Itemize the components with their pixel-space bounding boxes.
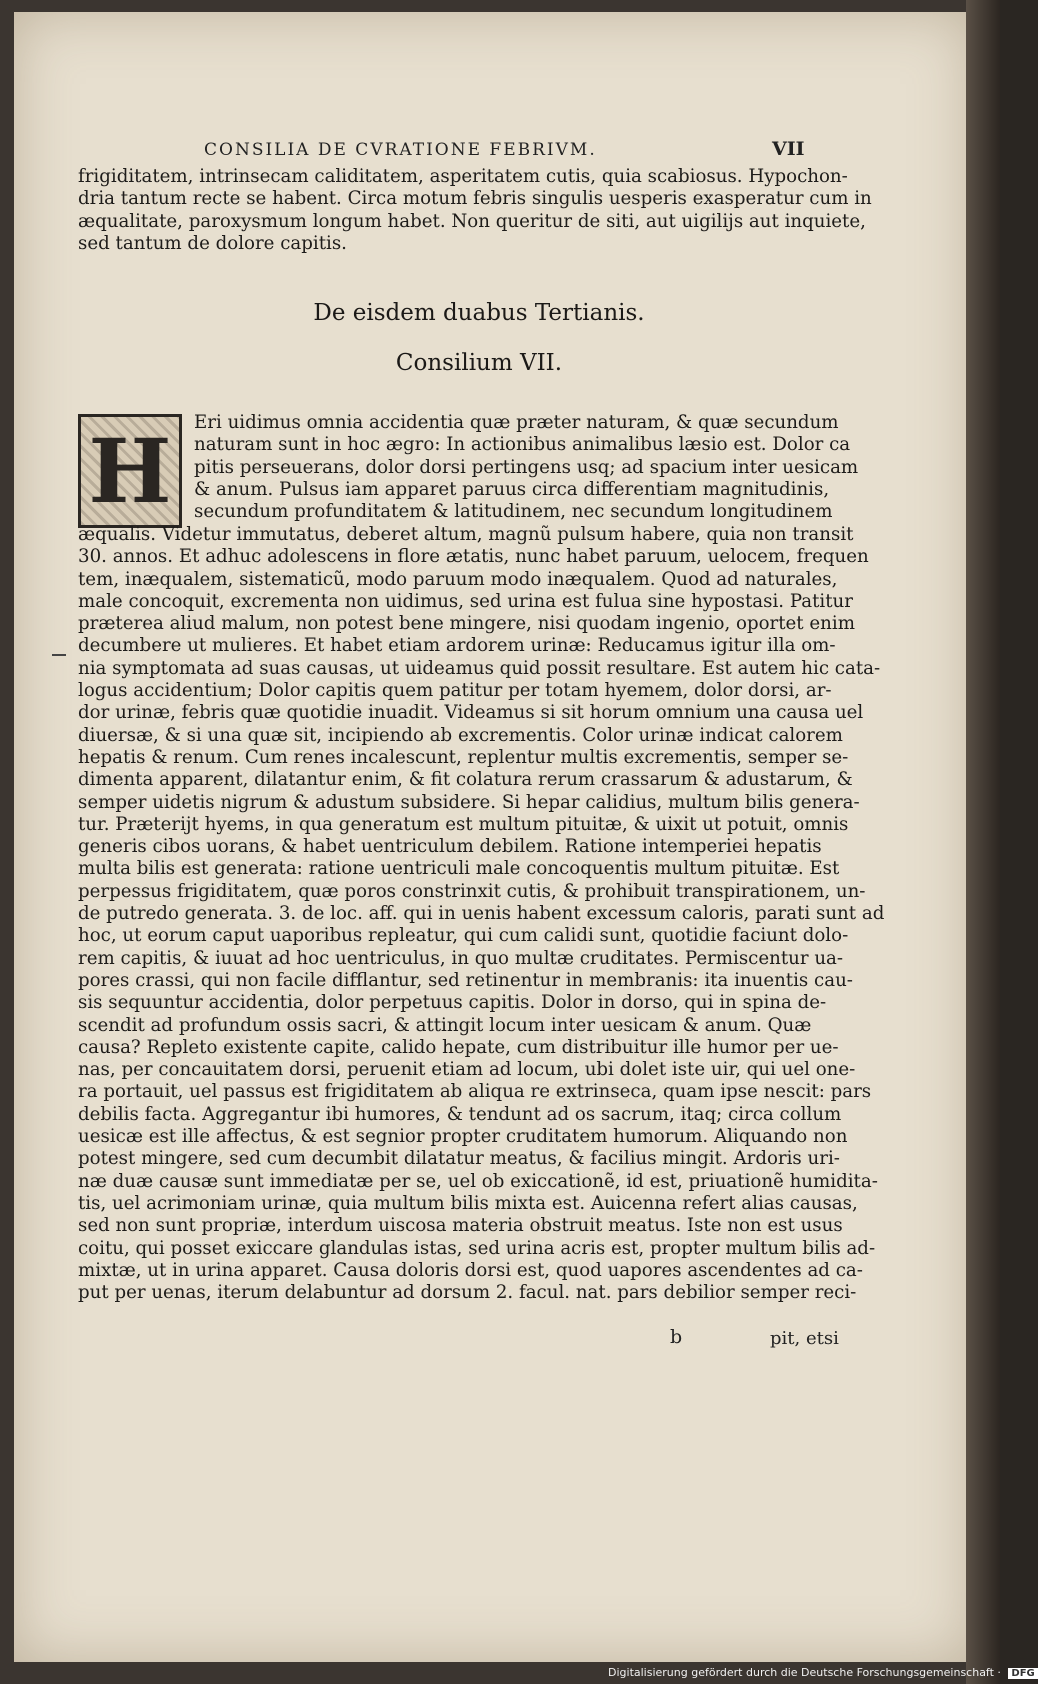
decorated-initial: H (78, 414, 182, 528)
text-line: 30. annos. Et adhuc adolescens in flore ætatis, nunc habet paruum, uelocem, frequen (78, 546, 869, 568)
catchword: pit, etsi (770, 1328, 839, 1349)
body-text (78, 524, 885, 1304)
text-line: decumbere ut mulieres. Et habet etiam ardorem urinæ: Reducamus igitur illa om- (78, 635, 836, 657)
text-line: næ duæ causæ sunt immediatæ per se, uel ob exiccationẽ, id est, priuationẽ humidita- (78, 1170, 878, 1192)
text-line: nas, per concauitatem dorsi, peruenit etiam ad locum, ubi dolet iste uir, qui uel one- (78, 1059, 856, 1081)
text-line: rem capitis, & iuuat ad hoc uentriculus, in quo multæ cruditates. Permiscentur ua- (78, 947, 844, 969)
signature-mark: b (670, 1326, 683, 1348)
folio-number: VII (772, 138, 805, 160)
text-line: dimenta apparent, dilatantur enim, & fit colatura rerum crassarum & adustarum, & (78, 769, 853, 791)
text-line: tur. Præterijt hyems, in qua generatum est multum pituitæ, & uixit ut potuit, omnis (78, 813, 849, 835)
section-heading: De eisdem duabus Tertianis. (313, 300, 645, 326)
top-paragraph (78, 166, 872, 255)
text-line: pores crassi, qui non facile difflantur, sed retinentur in membranis: ita inuentis cau- (78, 969, 853, 991)
text-line: æqualitate, paroxysmum longum habet. Non queritur de siti, aut uigilijs aut inquiete, (78, 210, 866, 232)
text-line: causa? Repleto existente capite, calido hepate, cum distribuitur ille humor per ue- (78, 1036, 839, 1058)
book-page (14, 12, 978, 1662)
consilium-heading: Consilium VII. (395, 350, 563, 376)
text-line: sed non sunt propriæ, interdum uiscosa materia obstruit meatus. Iste non est usus (78, 1215, 843, 1237)
text-line: coitu, qui posset exiccare glandulas istas, sed urina acris est, propter multum bilis ad- (78, 1237, 876, 1259)
text-line: uesicæ est ille affectus, & est segnior propter cruditatem humorum. Aliquando non (78, 1126, 848, 1148)
text-line: multa bilis est generata: ratione uentriculi male concoquentis multum pituitæ. Est (78, 858, 840, 880)
text-line: mixtæ, ut in urina apparet. Causa doloris dorsi est, quod uapores ascendentes ad ca- (78, 1259, 863, 1281)
text-line: naturam sunt in hoc ægro: In actionibus animalibus læsio est. Dolor ca (194, 434, 851, 456)
text-line: secundum profunditatem & latitudinem, nec secundum longitudinem (194, 501, 833, 523)
book-edge (966, 0, 1000, 1684)
text-line: potest mingere, sed cum decumbit dilatatur meatus, & facilius mingit. Ardoris uri- (78, 1148, 840, 1170)
text-line: æqualis. Videtur immutatus, deberet altum, magnũ pulsum habere, quia non transit (78, 524, 854, 545)
text-line: hepatis & renum. Cum renes incalescunt, replentur multis excrementis, semper se- (78, 746, 849, 768)
text-line: logus accidentium; Dolor capitis quem patitur per totam hyemem, dolor dorsi, ar- (78, 680, 832, 702)
text-line: tem, inæqualem, sistematicũ, modo paruum modo inæqualem. Quod ad naturales, (78, 568, 838, 590)
text-line: pitis perseuerans, dolor dorsi pertingens usq; ad spacium inter uesicam (194, 456, 859, 478)
text-line: debilis facta. Aggregantur ibi humores, & tendunt ad os sacrum, itaq; circa collum (78, 1103, 842, 1125)
running-header: CONSILIA DE CVRATIONE FEBRIVM. (204, 140, 597, 160)
text-line: & anum. Pulsus iam apparet paruus circa differentiam magnitudinis, (194, 478, 830, 500)
text-line: tis, uel acrimoniam urinæ, quia multum bilis mixta est. Auicenna refert alias causas, (78, 1192, 858, 1214)
text-line: dor urinæ, febris quæ quotidie inuadit. Videamus si sit horum omnium una causa uel (78, 702, 864, 724)
text-line: nia symptomata ad suas causas, ut uideamus quid possit resultare. Est autem hic cata- (78, 657, 881, 679)
footer-text: Digitalisierung gefördert durch die Deutsche Forschungsgemeinschaft · (608, 1666, 1001, 1679)
dfg-logo: DFG (1008, 1668, 1037, 1679)
text-line: præterea aliud malum, non potest bene mingere, nisi quodam ingenio, oportet enim (78, 613, 855, 635)
text-line: dria tantum recte se habent. Circa motum febris singulis uesperis exasperatur cum in (78, 188, 872, 210)
text-line: ra portauit, uel passus est frigiditatem ab aliqua re extrinseca, quam ipse nescit: pars (78, 1081, 872, 1103)
text-line: semper uidetis nigrum & adustum subsidere. Si hepar calidius, multum bilis genera- (78, 791, 860, 813)
text-line: de putredo generata. 3. de loc. aff. qui in uenis habent excessum caloris, parati sunt ad (78, 903, 885, 925)
text-line: male concoquit, excrementa non uidimus, sed urina est fulua sine hypostasi. Patitur (78, 590, 853, 612)
text-line: sis sequuntur accidentia, dolor perpetuus capitis. Dolor in dorso, qui in spina de- (78, 992, 827, 1014)
text-line: diuersæ, & si una quæ sit, incipiendo ab excrementis. Color urinæ indicat calorem (78, 724, 843, 746)
margin-mark (52, 654, 66, 656)
text-line: put per uenas, iterum delabuntur ad dorsum 2. facul. nat. pars debilior semper reci- (78, 1282, 857, 1304)
text-line: Eri uidimus omnia accidentia quæ præter naturam, & quæ secundum (194, 412, 839, 433)
text-line: frigiditatem, intrinsecam caliditatem, asperitatem cutis, quia scabiosus. Hypochon- (78, 166, 848, 187)
text-line: perpessus frigiditatem, quæ poros constrinxit cutis, & prohibuit transpirationem, un- (78, 880, 866, 902)
text-line: scendit ad profundum ossis sacri, & attingit locum inter uesicam & anum. Quæ (78, 1014, 812, 1036)
text-line: hoc, ut eorum caput uaporibus repleatur, qui cum calidi sunt, quotidie faciunt dolo- (78, 925, 849, 947)
text-line: generis cibos uorans, & habet uentriculum debilem. Ratione intemperiei hepatis (78, 836, 822, 858)
opening-lines (194, 412, 859, 523)
funding-footer (608, 1666, 1038, 1679)
text-line: sed tantum de dolore capitis. (78, 232, 347, 254)
